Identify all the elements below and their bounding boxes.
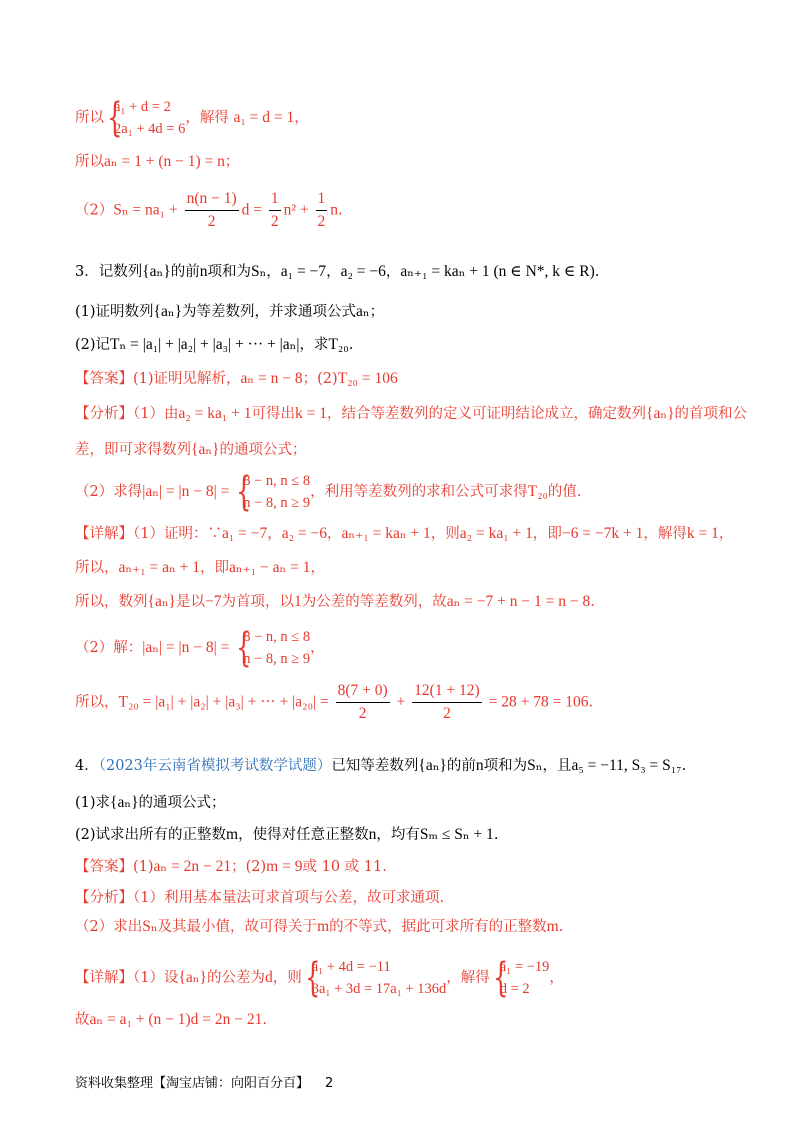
text-run: 所以，数列 — [75, 594, 148, 610]
text-run: 差，即可求得数列 — [75, 442, 191, 458]
text-run: 3．记数列 — [75, 264, 143, 280]
fraction — [412, 680, 482, 725]
text-line-l15 — [75, 680, 593, 725]
text-run: ， — [294, 110, 309, 126]
text-run: ，解得 — [446, 970, 490, 986]
text-run: 为首项，以 — [221, 594, 294, 610]
text-line-l2 — [75, 152, 239, 172]
text-run: 项和为 — [483, 758, 528, 774]
text-line-l17 — [75, 793, 226, 813]
footer-text: 资料收集整理【淘宝店铺：向阳百分百】 — [75, 1076, 310, 1091]
equation-row: n − 8, n ≥ 9 — [243, 651, 311, 667]
text-run: ，解得 — [643, 526, 687, 542]
numerator: 1 — [316, 188, 328, 211]
math-expression: T₂₀ — [527, 483, 548, 500]
text-run: 【详解】（1）设 — [75, 970, 179, 986]
math-expression: Tₙ = |a₁| + |a₂| + |a₃| + ··· + |aₙ| — [110, 336, 300, 353]
math-expression: d — [264, 969, 273, 986]
math-expression: {aₙ} — [178, 969, 207, 986]
text-run: ，则 — [272, 970, 302, 986]
text-run: 的通项公式； — [138, 795, 226, 811]
text-run: 的不等式，据此可求所有的正整数 — [329, 919, 547, 935]
page-footer — [75, 1072, 333, 1091]
text-line-l16 — [75, 756, 686, 776]
text-line-l10 — [75, 470, 582, 514]
text-run: （2）求得 — [75, 484, 143, 500]
text-line-l18 — [75, 825, 498, 845]
text-run: ，且 — [542, 758, 572, 774]
denominator: 2 — [207, 213, 216, 230]
text-run: ， — [267, 526, 282, 542]
text-run: ， — [266, 264, 281, 280]
text-run: ，利用等差数列的求和公式可求得 — [310, 484, 528, 500]
equation-row: 3a₁ + 3d = 17a₁ + 136d — [311, 981, 447, 997]
math-expression: n² + — [283, 201, 313, 219]
equation-system — [233, 626, 310, 670]
math-expression: T₂₀ — [328, 336, 349, 353]
text-run: . — [262, 1012, 268, 1028]
text-run: ，解得 — [185, 110, 234, 126]
text-run: ，即 — [532, 526, 562, 542]
math-expression: m — [546, 918, 559, 935]
text-run: ；(2) — [231, 859, 267, 875]
text-run: 已知等差数列 — [331, 758, 419, 774]
numerator: 1 — [269, 188, 281, 211]
math-expression: |aₙ| = |n − 8| = — [142, 639, 234, 656]
math-expression: {aₙ} — [142, 263, 171, 280]
text-run: ， — [310, 560, 325, 576]
fraction — [336, 680, 390, 725]
text-run: 为公差的等差数列，故 — [301, 594, 447, 610]
math-expression: 1 — [293, 593, 302, 610]
math-expression: a₁ = −7 — [280, 263, 327, 280]
math-expression: a₂ = −6 — [281, 525, 328, 542]
denominator: 2 — [443, 705, 451, 722]
text-run: 或 10 或 11. — [302, 859, 387, 875]
text-line-l20 — [75, 888, 444, 908]
math-expression: aₙ₊₁ = aₙ + 1 — [118, 559, 200, 576]
math-expression: Sₙ — [527, 757, 543, 774]
text-line-l23 — [75, 1010, 267, 1030]
numerator: 8(7 + 0) — [336, 680, 390, 703]
equation-system — [104, 96, 185, 140]
math-expression: d = — [241, 201, 266, 219]
math-expression: T₂₀ = |a₁| + |a₂| + |a₃| + ··· + |a₂₀| = — [118, 693, 333, 711]
text-run: 为等差数列，并求通项公式 — [182, 304, 357, 320]
text-run: 的通项公式； — [219, 442, 307, 458]
text-run: ，则 — [430, 526, 460, 542]
equation-row: 2a₁ + 4d = 6 — [114, 121, 186, 137]
text-line-l21 — [75, 917, 563, 937]
text-run: 及其最小值，故可得关于 — [157, 919, 318, 935]
text-run: . — [590, 594, 595, 610]
equation-row: d = 2 — [499, 981, 530, 997]
math-expression: Sₙ — [142, 918, 158, 935]
text-run: ，均有 — [376, 827, 420, 843]
denominator: 2 — [270, 213, 279, 230]
math-expression: aₙ = 1 + (n − 1) = n — [104, 153, 225, 170]
math-expression: a₂ = −6 — [340, 263, 386, 280]
text-run: . — [558, 919, 564, 935]
text-run: (2)试求出所有的正整数 — [75, 827, 227, 843]
math-expression: m — [317, 918, 330, 935]
math-expression: {aₙ} — [147, 593, 176, 610]
math-expression: |aₙ| = |n − 8| = — [142, 483, 234, 500]
math-expression: Sₘ ≤ Sₙ + 1 — [419, 826, 494, 843]
text-run: 所以， — [75, 560, 119, 576]
equation-row: { a₁ = −19 — [499, 959, 550, 975]
equation-system — [302, 956, 447, 1000]
math-expression: aₙ = 2n − 21 — [153, 858, 232, 875]
math-expression: {aₙ} — [646, 405, 675, 422]
text-run: 【分析】（1）由 — [75, 406, 179, 422]
math-expression: aₙ = −7 + n − 1 = n − 8 — [446, 593, 591, 610]
source-label: （2023年云南省模拟考试数学试题） — [98, 758, 332, 774]
math-expression: aₙ₊₁ = kaₙ + 1 — [341, 525, 431, 542]
text-run: ；(2) — [302, 371, 338, 387]
denominator: 2 — [358, 705, 367, 722]
text-run: ， — [326, 264, 341, 280]
text-run: 的前 — [170, 264, 200, 280]
text-line-l7 — [75, 369, 398, 389]
text-run: . — [594, 264, 600, 280]
text-run: 所以 — [75, 110, 104, 126]
equation-row: { a₁ + 4d = −11 — [311, 959, 391, 975]
equation-row: { 8 − n, n ≤ 8 — [243, 473, 311, 489]
equation-system — [490, 956, 550, 1000]
text-run: （2）求出 — [75, 919, 143, 935]
text-run: ，结合等差数列的定义可证明结论成立，确定数列 — [327, 406, 647, 422]
text-run: . — [493, 827, 499, 843]
equation-row: { 8 − n, n ≤ 8 — [243, 629, 311, 645]
text-run: 的公差为 — [206, 970, 265, 986]
math-expression: a₅ = −11, S₃ = S₁₇ — [571, 757, 682, 774]
equation-row: { a₁ + d = 2 — [114, 99, 171, 115]
math-expression: m — [226, 826, 239, 843]
math-expression: aₙ₊₁ = kaₙ + 1 (n ∈ N*, k ∈ R) — [400, 263, 595, 280]
text-run: ， — [385, 264, 401, 280]
text-run: 的值. — [547, 484, 582, 500]
text-run: ； — [224, 154, 240, 170]
text-run: ，即 — [200, 560, 229, 576]
text-run: 的首项和公 — [674, 406, 748, 422]
text-line-l19 — [75, 857, 387, 877]
text-run: （2） — [75, 202, 114, 219]
text-line-l22 — [75, 956, 564, 1000]
text-line-l5 — [75, 302, 384, 322]
text-run: 故 — [75, 1012, 90, 1028]
math-expression: −7 — [204, 593, 222, 610]
text-run: 【详解】（1）证明：∵ — [75, 526, 222, 542]
text-run: 所以 — [75, 154, 104, 170]
text-run: 【答案】(1) — [75, 859, 154, 875]
text-run: . — [588, 694, 594, 711]
text-run: 4． — [75, 758, 99, 774]
math-expression: a₂ = ka₁ + 1 — [178, 405, 252, 422]
math-expression: n — [475, 757, 484, 774]
math-expression: + — [392, 693, 410, 711]
text-line-l14 — [75, 626, 325, 670]
math-expression: −6 = −7k + 1 — [561, 525, 644, 542]
text-run: (2)记 — [75, 337, 111, 353]
text-line-l4 — [75, 262, 599, 282]
text-line-l11 — [75, 524, 733, 544]
page-number: 2 — [325, 1076, 334, 1091]
math-expression: aₙ = n − 8 — [240, 370, 303, 387]
equation-system — [233, 470, 310, 514]
math-expression: Sₙ = na₁ + — [113, 201, 182, 219]
text-run: ， — [718, 526, 734, 542]
numerator: n(n − 1) — [185, 188, 239, 211]
text-run: ； — [369, 304, 385, 320]
math-expression: {aₙ} — [153, 303, 183, 320]
text-line-l8 — [75, 404, 747, 424]
math-expression: k = 1 — [295, 405, 328, 422]
text-line-l1 — [75, 96, 309, 140]
text-run: 【答案】(1)证明见解析， — [75, 371, 241, 387]
math-expression: aₙ₊₁ − aₙ = 1 — [229, 559, 311, 576]
math-expression: n — [368, 826, 377, 843]
text-run: 所以， — [75, 694, 119, 711]
math-expression: m = 9 — [266, 858, 303, 875]
math-expression: a₁ = d = 1 — [233, 109, 295, 126]
denominator: 2 — [317, 213, 326, 230]
text-run: ， — [327, 526, 342, 542]
math-expression: Sₙ — [250, 263, 267, 280]
numerator: 12(1 + 12) — [412, 680, 482, 703]
math-expression: n — [330, 201, 339, 219]
math-expression: = 28 + 78 = 106 — [484, 693, 589, 711]
text-run: . — [348, 337, 354, 353]
text-line-l12 — [75, 558, 325, 578]
text-run: . — [681, 758, 687, 774]
text-run: 项和为 — [207, 264, 251, 280]
text-run: 可得出 — [251, 406, 296, 422]
text-run: ， — [549, 970, 564, 986]
text-run: ，使得对任意正整数 — [238, 827, 369, 843]
text-run: ， — [310, 640, 325, 656]
fraction — [185, 188, 239, 233]
text-line-l9 — [75, 440, 306, 460]
math-expression: aₙ — [356, 303, 370, 320]
text-run: (1)证明数列 — [75, 304, 154, 320]
text-run: （2）解： — [75, 640, 143, 656]
math-expression: a₂ = ka₁ + 1 — [459, 525, 533, 542]
equation-row: n − 8, n ≥ 9 — [243, 495, 311, 511]
text-line-l3 — [75, 188, 343, 233]
text-line-l6 — [75, 335, 353, 355]
math-expression: {aₙ} — [418, 757, 447, 774]
math-expression: a₁ = −7 — [221, 525, 268, 542]
text-run: ，求 — [299, 337, 329, 353]
fraction — [316, 188, 328, 233]
math-expression: {aₙ} — [191, 441, 220, 458]
text-run: . — [338, 202, 343, 219]
math-expression: k = 1 — [686, 525, 719, 542]
fraction — [269, 188, 281, 233]
math-expression: aₙ = a₁ + (n − 1)d = 2n − 21 — [89, 1011, 263, 1028]
text-run: 的前 — [446, 758, 476, 774]
text-run: 是以 — [175, 594, 205, 610]
text-line-l13 — [75, 592, 595, 612]
text-run: (1)求 — [75, 795, 111, 811]
math-expression: n — [199, 263, 208, 280]
text-run: 【分析】（1）利用基本量法可求首项与公差，故可求通项. — [75, 890, 445, 906]
math-expression: {aₙ} — [110, 794, 139, 811]
math-expression: T₂₀ = 106 — [337, 370, 398, 387]
